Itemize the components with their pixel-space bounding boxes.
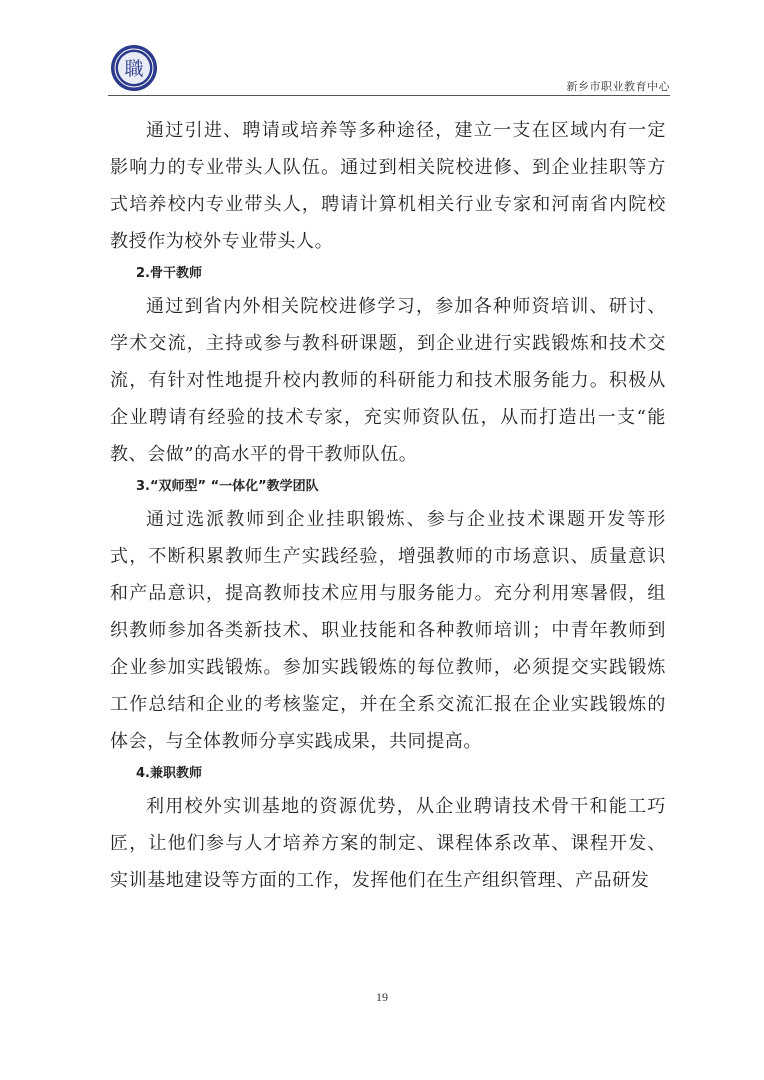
header-org-name: 新乡市职业教育中心 xyxy=(566,80,670,93)
seal-glyph: 職 xyxy=(124,58,144,80)
section-paragraph-part-time-teachers: 利用校外实训基地的资源优势，从企业聘请技术骨干和能工巧匠，让他们参与人才培养方案的制定、课程体系改革、课程开发、实训基地建设等方面的工作，发挥他们在生产组织管理、产品研发 xyxy=(110,796,666,891)
header-divider xyxy=(108,95,670,96)
page-number: 19 xyxy=(376,990,388,1004)
section-heading-part-time-teachers: 4.兼职教师 xyxy=(136,766,202,781)
section-heading-backbone-teachers: 2.骨干教师 xyxy=(136,266,202,281)
school-seal-icon xyxy=(110,44,158,92)
section-paragraph-backbone-teachers: 通过到省内外相关院校进修学习，参加各种师资培训、研讨、学术交流，主持或参与教科研课题，到企业进行实践锻炼和技术交流，有针对性地提升校内教师的科研能力和技术服务能力。积极从企业聘请有经验的技术专家，充实师资队伍，从而打造出一支“能教、会做”的高水平的骨干教师队伍。 xyxy=(110,296,666,465)
intro-paragraph: 通过引进、聘请或培养等多种途径，建立一支在区域内有一定影响力的专业带头人队伍。通过到相关院校进修、到企业挂职等方式培养校内专业带头人，聘请计算机相关行业专家和河南省内院校教授作为校外专业带头人。 xyxy=(110,120,666,252)
section-paragraph-dual-teaching-team: 通过选派教师到企业挂职锻炼、参与企业技术课题开发等形式，不断积累教师生产实践经验，增强教师的市场意识、质量意识和产品意识，提高教师技术应用与服务能力。充分利用寒暑假，组织教师参加各类新技术、职业技能和各种教师培训；中青年教师到企业参加实践锻炼。参加实践锻炼的每位教师，必须提交实践锻炼工作总结和企业的考核鉴定，并在全系交流汇报在企业实践锻炼的体会，与全体教师分享实践成果，共同提高。 xyxy=(110,509,666,752)
page-content xyxy=(110,112,666,899)
section-heading-dual-teaching-team: 3.“双师型” “一体化”教学团队 xyxy=(136,479,319,494)
